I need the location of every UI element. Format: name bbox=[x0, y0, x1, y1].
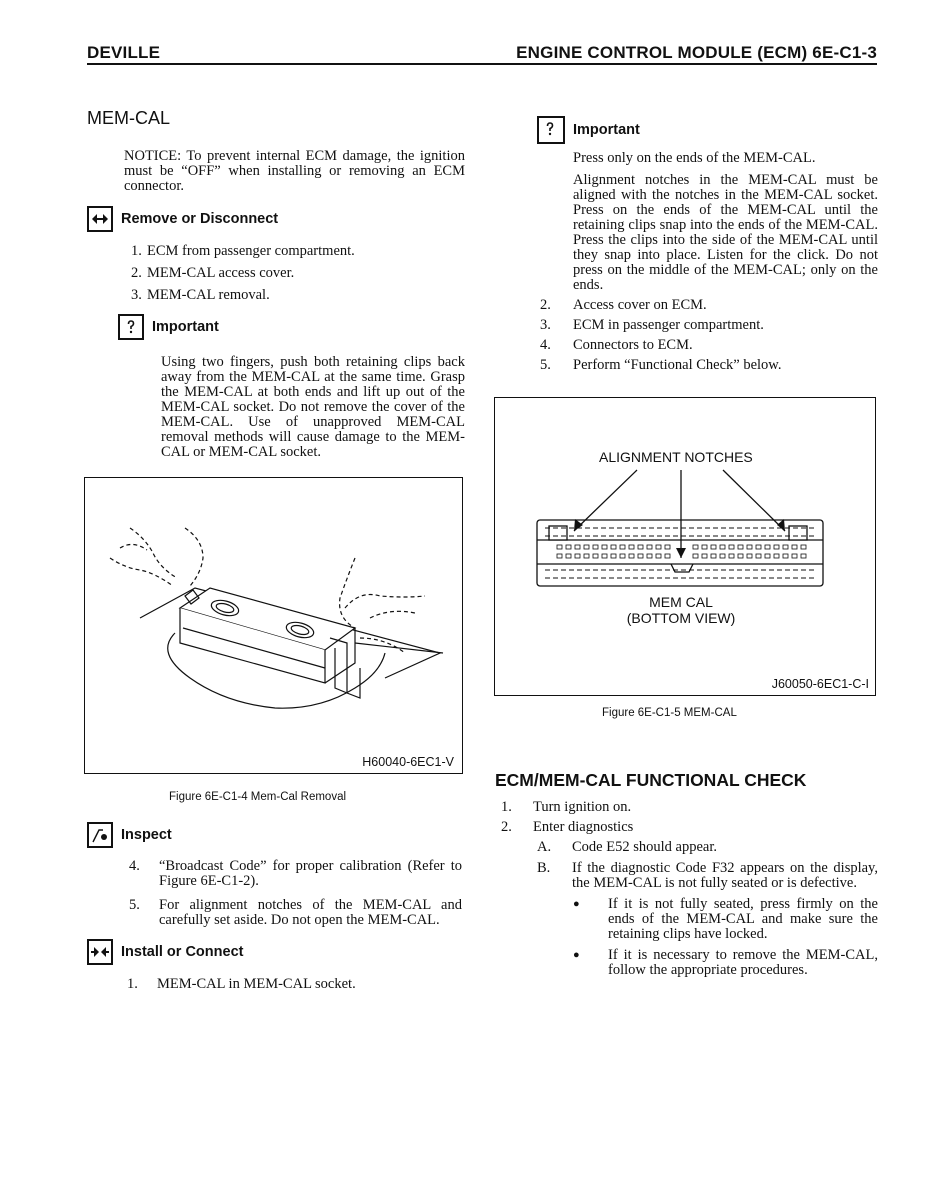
bottom-view-label: (BOTTOM VIEW) bbox=[626, 610, 736, 626]
right-column bbox=[495, 116, 878, 373]
list-item: 1. Turn ignition on. bbox=[501, 799, 632, 815]
remove-heading bbox=[87, 206, 465, 232]
section-title-memcal: MEM-CAL bbox=[87, 108, 171, 128]
important-text-left: Using two fingers, push both retaining clips back away from the MEM-CAL at the same time. Grasp the MEM-CAL at both ends and lift up out of the MEM-CAL socket. Do not remove the cover of the MEM-CAL. Use of unapproved MEM-CAL removal methods will cause damage to the MEM-CAL or MEM-CAL socket. bbox=[161, 354, 465, 460]
figure-5-code: J60050-6EC1-C-I bbox=[771, 677, 869, 691]
functional-check-section bbox=[495, 770, 878, 978]
list-item: 5. For alignment notches of the MEM-CAL and carefully set aside. Do not open the MEM-CAL. bbox=[129, 897, 462, 928]
list-item: 4. “Broadcast Code” for proper calibration (Refer to Figure 6E-C1-2). bbox=[129, 858, 462, 889]
list-item: 2. Enter diagnostics bbox=[501, 819, 634, 835]
functional-check-title: ECM/MEM-CAL FUNCTIONAL CHECK bbox=[495, 770, 807, 790]
important-heading-right bbox=[537, 116, 878, 144]
left-column-lower bbox=[87, 822, 465, 992]
list-item: 3. ECM in passenger compartment. bbox=[540, 317, 764, 333]
notice-text: NOTICE: To prevent internal ECM damage, the ignition must be “OFF” when installing or removing an ECM connector. bbox=[124, 148, 465, 194]
figure-4-caption: Figure 6E-C1-4 Mem-Cal Removal bbox=[169, 791, 347, 803]
memcal-label: MEM CAL bbox=[649, 594, 713, 610]
list-item: 2. Access cover on ECM. bbox=[540, 297, 707, 313]
header-right: ENGINE CONTROL MODULE (ECM) 6E-C1-3 bbox=[516, 43, 877, 62]
figure-4-code: H60040-6EC1-V bbox=[362, 755, 454, 769]
important-heading-left bbox=[118, 314, 465, 340]
list-item: B. If the diagnostic Code F32 appears on the display, the MEM-CAL is not fully seated or is defective. bbox=[537, 860, 878, 891]
alignment-notches-label: ALIGNMENT NOTCHES bbox=[599, 449, 753, 465]
important-p2: Alignment notches in the MEM-CAL must be aligned with the notches in the MEM-CAL socket. Press on the ends of the MEM-CAL until the retaining clips snap into the ends of the MEM-CAL. Press the clips into the side of the MEM-CAL until they snap into place. Listen for the click. Do not press on the middle of the MEM-CAL; only on the ends. bbox=[573, 172, 878, 293]
figure-memcal-removal bbox=[84, 477, 463, 774]
important-icon bbox=[118, 314, 144, 340]
check-substeps bbox=[537, 840, 878, 891]
install-heading bbox=[87, 939, 465, 965]
remove-heading-label: Remove or Disconnect bbox=[121, 211, 279, 227]
check-steps bbox=[501, 800, 878, 835]
list-item: A. Code E52 should appear. bbox=[537, 839, 717, 855]
inspect-heading-label: Inspect bbox=[121, 827, 172, 843]
remove-icon bbox=[87, 206, 113, 232]
figure-memcal-bottom-view bbox=[494, 397, 876, 696]
list-item: 2. MEM-CAL access cover. bbox=[131, 265, 295, 281]
inspect-icon bbox=[87, 822, 113, 848]
check-bullets bbox=[573, 897, 878, 978]
list-item: 4. Connectors to ECM. bbox=[540, 337, 693, 353]
figure-5-caption: Figure 6E-C1-5 MEM-CAL bbox=[602, 707, 737, 719]
left-column bbox=[87, 108, 465, 460]
list-item: ● If it is not fully seated, press firmly on the ends of the MEM-CAL and make sure the retaining clips have locked. bbox=[573, 896, 878, 942]
bullet-icon: ● bbox=[573, 949, 580, 961]
inspect-steps bbox=[129, 859, 462, 928]
install-steps bbox=[127, 977, 462, 992]
important-heading-label: Important bbox=[152, 319, 219, 335]
important-icon bbox=[537, 116, 565, 144]
list-item: 1. MEM-CAL in MEM-CAL socket. bbox=[127, 976, 356, 992]
memcal-removal-illustration bbox=[85, 478, 461, 772]
memcal-bottom-diagram bbox=[495, 398, 875, 695]
important-heading-label: Important bbox=[573, 122, 640, 138]
list-item: 1. ECM from passenger compartment. bbox=[131, 243, 355, 259]
remove-steps bbox=[131, 244, 463, 303]
memcal-bottom-view-label bbox=[495, 594, 867, 626]
install-heading-label: Install or Connect bbox=[121, 944, 244, 960]
list-item: ● If it is necessary to remove the MEM-CAL, follow the appropriate procedures. bbox=[573, 947, 878, 978]
reinstall-steps bbox=[540, 298, 878, 373]
inspect-heading bbox=[87, 822, 465, 848]
install-icon bbox=[87, 939, 113, 965]
bullet-icon: ● bbox=[573, 898, 580, 910]
list-item: 3. MEM-CAL removal. bbox=[131, 287, 270, 303]
list-item: 5. Perform “Functional Check” below. bbox=[540, 357, 782, 373]
important-p1: Press only on the ends of the MEM-CAL. bbox=[573, 150, 816, 166]
header-rule bbox=[87, 63, 877, 65]
header-left: DEVILLE bbox=[87, 43, 161, 62]
